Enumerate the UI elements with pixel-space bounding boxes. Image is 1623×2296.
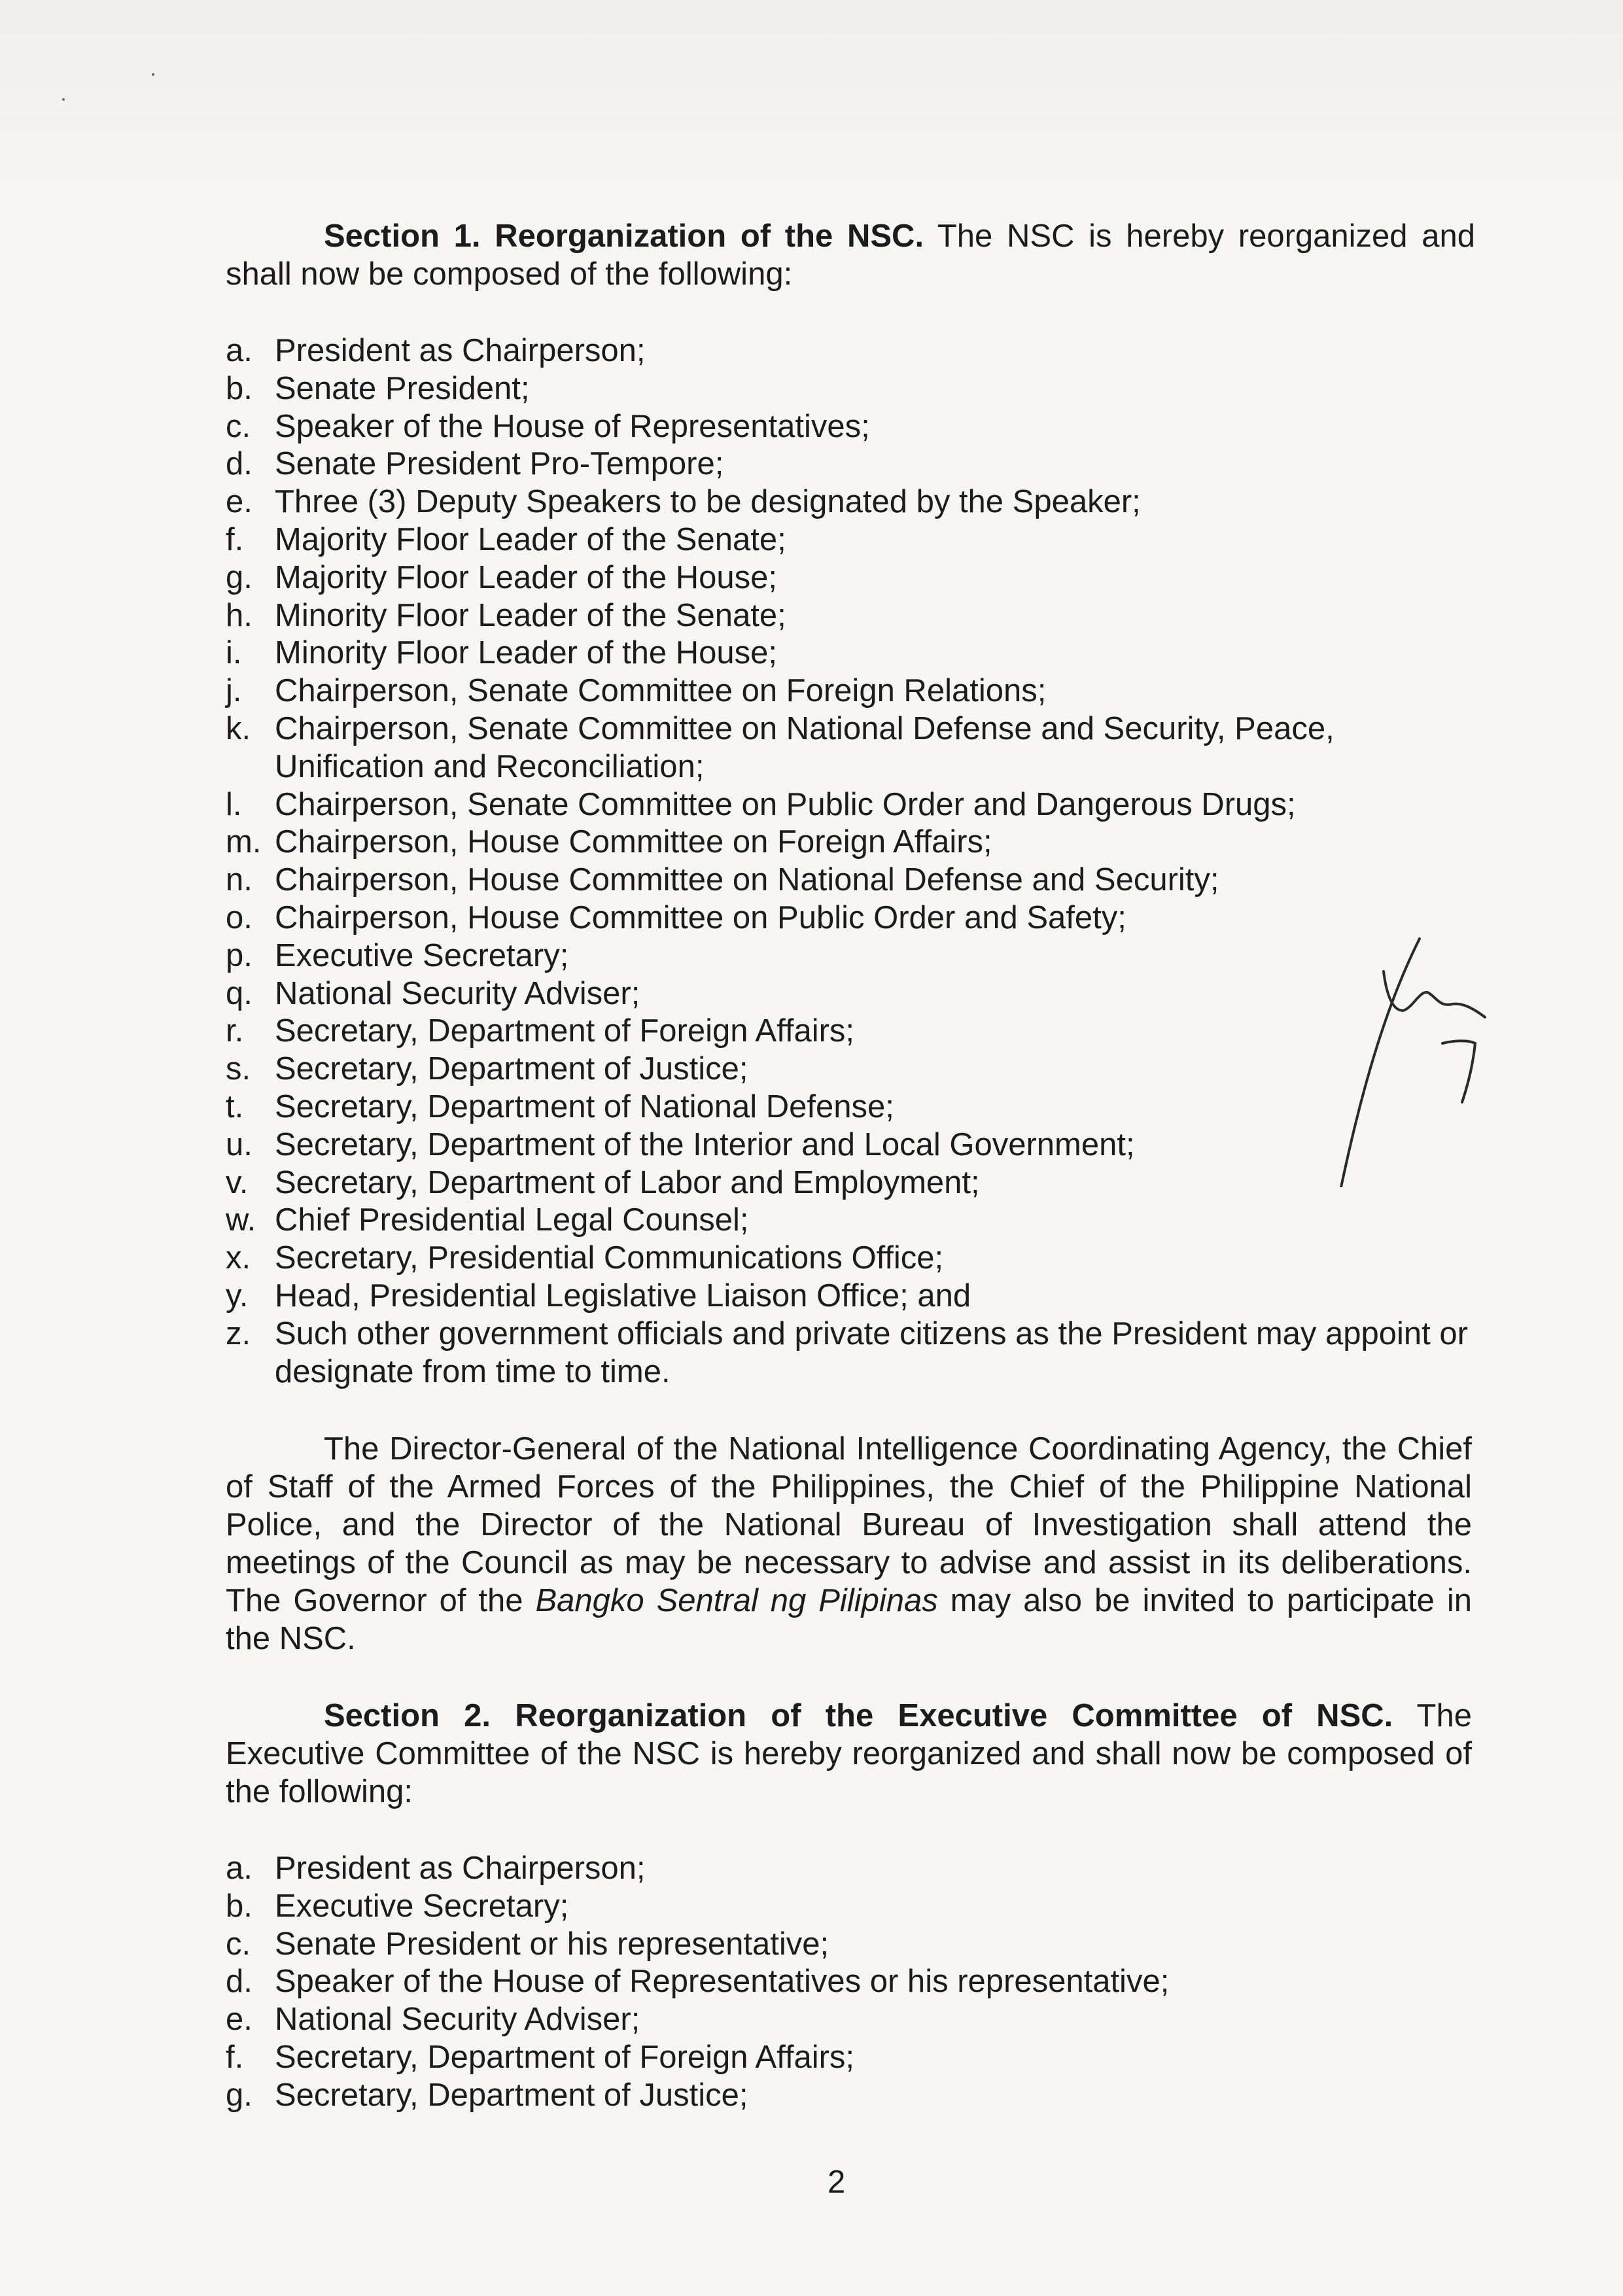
scan-shading [0, 0, 1623, 196]
section-1-intro: The NSC is hereby reorganized and shall now be composed of the following: [226, 218, 1475, 292]
list-item [226, 1088, 1475, 1126]
list-item-marker: q. [226, 975, 253, 1011]
list-item [226, 1926, 1475, 1964]
list-item-text: Secretary, Presidential Communications Office; [275, 1240, 944, 1276]
list-item-text: Head, Presidential Legislative Liaison Office; and [275, 1278, 971, 1313]
section-1-heading-paragraph [226, 217, 1475, 293]
list-item-marker: f. [226, 521, 244, 557]
list-item-text: Three (3) Deputy Speakers to be designated by the Speaker; [275, 484, 1141, 520]
list-item-text: Chairperson, Senate Committee on National Defense and Security, Peace, Unification and Reconciliation; [275, 710, 1335, 784]
list-item-marker: v. [226, 1164, 249, 1200]
list-item [226, 1051, 1475, 1088]
list-item-marker: p. [226, 937, 253, 973]
list-item-marker: e. [226, 484, 253, 520]
list-item-text: Chairperson, House Committee on National Defense and Security; [275, 862, 1219, 898]
section-1-heading: Section 1. Reorganization of the NSC. [324, 218, 924, 254]
list-item-text: President as Chairperson; [275, 1851, 646, 1886]
scan-speck [62, 98, 65, 101]
list-item-text: Secretary, Department of Foreign Affairs; [275, 1013, 855, 1049]
list-item-marker: g. [226, 2077, 253, 2113]
list-item [226, 1850, 1475, 1888]
list-item-marker: t. [226, 1088, 244, 1124]
list-item-text: Such other government officials and private citizens as the President may appoint or designate from time to time. [275, 1315, 1468, 1389]
attendance-text-2: may also be invited to participate in the NSC. [226, 1583, 1472, 1656]
list-item-marker: c. [226, 408, 251, 444]
list-item-marker: w. [226, 1202, 256, 1238]
list-item-text: Secretary, Department of Justice; [275, 1051, 748, 1087]
list-item-text: Speaker of the House of Representatives; [275, 408, 870, 444]
list-item-marker: l. [226, 786, 242, 822]
list-item-marker: k. [226, 710, 251, 746]
list-item-marker: i. [226, 635, 242, 671]
list-item-marker: f. [226, 2039, 244, 2075]
list-item [226, 937, 1475, 975]
list-item-marker: j. [226, 673, 242, 709]
list-item-text: Secretary, Department of National Defense; [275, 1088, 894, 1124]
list-item-marker: y. [226, 1278, 249, 1313]
page-number: 2 [828, 2165, 846, 2200]
list-item [226, 861, 1475, 899]
list-item [226, 559, 1475, 597]
list-item [226, 2001, 1475, 2039]
section-2-heading: Section 2. Reorganization of the Executive Committee of NSC. [324, 1698, 1393, 1733]
attendance-paragraph [226, 1430, 1472, 1658]
list-item-text: Secretary, Department of Labor and Employment; [275, 1164, 980, 1200]
list-item [226, 1202, 1475, 1240]
attendance-text-italic: Bangko Sentral ng Pilipinas [535, 1583, 938, 1618]
list-item-marker: r. [226, 1013, 244, 1049]
list-item-text: Speaker of the House of Representatives or his representative; [275, 1964, 1170, 2000]
list-item-text: Minority Floor Leader of the Senate; [275, 597, 786, 633]
list-item [226, 483, 1475, 521]
list-item [226, 710, 1475, 786]
list-item [226, 332, 1475, 370]
scan-speck [152, 73, 154, 76]
list-item-marker: u. [226, 1126, 253, 1162]
list-item [226, 635, 1475, 672]
list-item-text: Majority Floor Leader of the House; [275, 559, 778, 595]
list-item [226, 1126, 1475, 1164]
section-2-member-list [226, 1850, 1475, 2115]
list-item [226, 1240, 1475, 1278]
list-item-text: Executive Secretary; [275, 937, 569, 973]
list-item-marker: x. [226, 1240, 251, 1276]
list-item-marker: b. [226, 1888, 253, 1924]
list-item [226, 521, 1475, 559]
list-item-text: National Security Adviser; [275, 975, 640, 1011]
list-item-text: Secretary, Department of Foreign Affairs; [275, 2039, 855, 2075]
list-item [226, 975, 1475, 1013]
list-item-text: Senate President Pro-Tempore; [275, 446, 724, 482]
list-item-marker: g. [226, 559, 253, 595]
list-item-text: Chief Presidential Legal Counsel; [275, 1202, 749, 1238]
attendance-text-1: The Director-General of the National Intelligence Coordinating Agency, the Chief of Staff of the Armed Forces of the Philippines, the Chief of the Philippine National Police, and the Director of the National Bureau of Investigation shall attend the meetings of the Council as may be necessary to advise and assist in its deliberations. The Governor of the [226, 1431, 1472, 1618]
list-item-text: Secretary, Department of the Interior and Local Government; [275, 1126, 1135, 1162]
list-item [226, 1013, 1475, 1051]
list-item [226, 597, 1475, 635]
list-item-marker: a. [226, 333, 253, 368]
list-item [226, 899, 1475, 937]
list-item [226, 445, 1475, 483]
list-item-text: Senate President or his representative; [275, 1926, 829, 1962]
list-item [226, 1278, 1475, 1315]
section-1-member-list [226, 332, 1475, 1391]
list-item [226, 1963, 1475, 2001]
list-item-marker: d. [226, 1964, 253, 2000]
list-item-marker: z. [226, 1315, 251, 1351]
list-item [226, 1164, 1475, 1202]
list-item [226, 370, 1475, 408]
list-item-marker: m. [226, 824, 262, 860]
list-item [226, 786, 1475, 824]
list-item-marker: o. [226, 899, 253, 935]
list-item-text: Majority Floor Leader of the Senate; [275, 521, 786, 557]
list-item-marker: n. [226, 862, 253, 898]
list-item [226, 1888, 1475, 1926]
list-item-text: National Security Adviser; [275, 2002, 640, 2038]
list-item [226, 2077, 1475, 2115]
section-2-intro: The Executive Committee of the NSC is hereby reorganized and shall now be composed of the following: [226, 1698, 1472, 1809]
list-item-marker: a. [226, 1851, 253, 1886]
list-item-text: President as Chairperson; [275, 333, 646, 368]
list-item-text: Chairperson, House Committee on Foreign Affairs; [275, 824, 992, 860]
list-item-text: Secretary, Department of Justice; [275, 2077, 748, 2113]
list-item-marker: b. [226, 370, 253, 406]
list-item-marker: e. [226, 2002, 253, 2038]
handwritten-initials [1321, 913, 1505, 1187]
list-item [226, 672, 1475, 710]
list-item-text: Minority Floor Leader of the House; [275, 635, 778, 671]
list-item-marker: s. [226, 1051, 251, 1087]
list-item [226, 2039, 1475, 2077]
section-2-heading-paragraph [226, 1697, 1472, 1811]
list-item-text: Executive Secretary; [275, 1888, 569, 1924]
list-item-marker: d. [226, 446, 253, 482]
list-item [226, 824, 1475, 861]
list-item-marker: c. [226, 1926, 251, 1962]
list-item [226, 408, 1475, 446]
list-item-text: Chairperson, House Committee on Public Order and Safety; [275, 899, 1126, 935]
list-item-text: Senate President; [275, 370, 530, 406]
list-item-marker: h. [226, 597, 253, 633]
list-item-text: Chairperson, Senate Committee on Public Order and Dangerous Drugs; [275, 786, 1296, 822]
list-item [226, 1315, 1475, 1391]
list-item-text: Chairperson, Senate Committee on Foreign Relations; [275, 673, 1047, 709]
